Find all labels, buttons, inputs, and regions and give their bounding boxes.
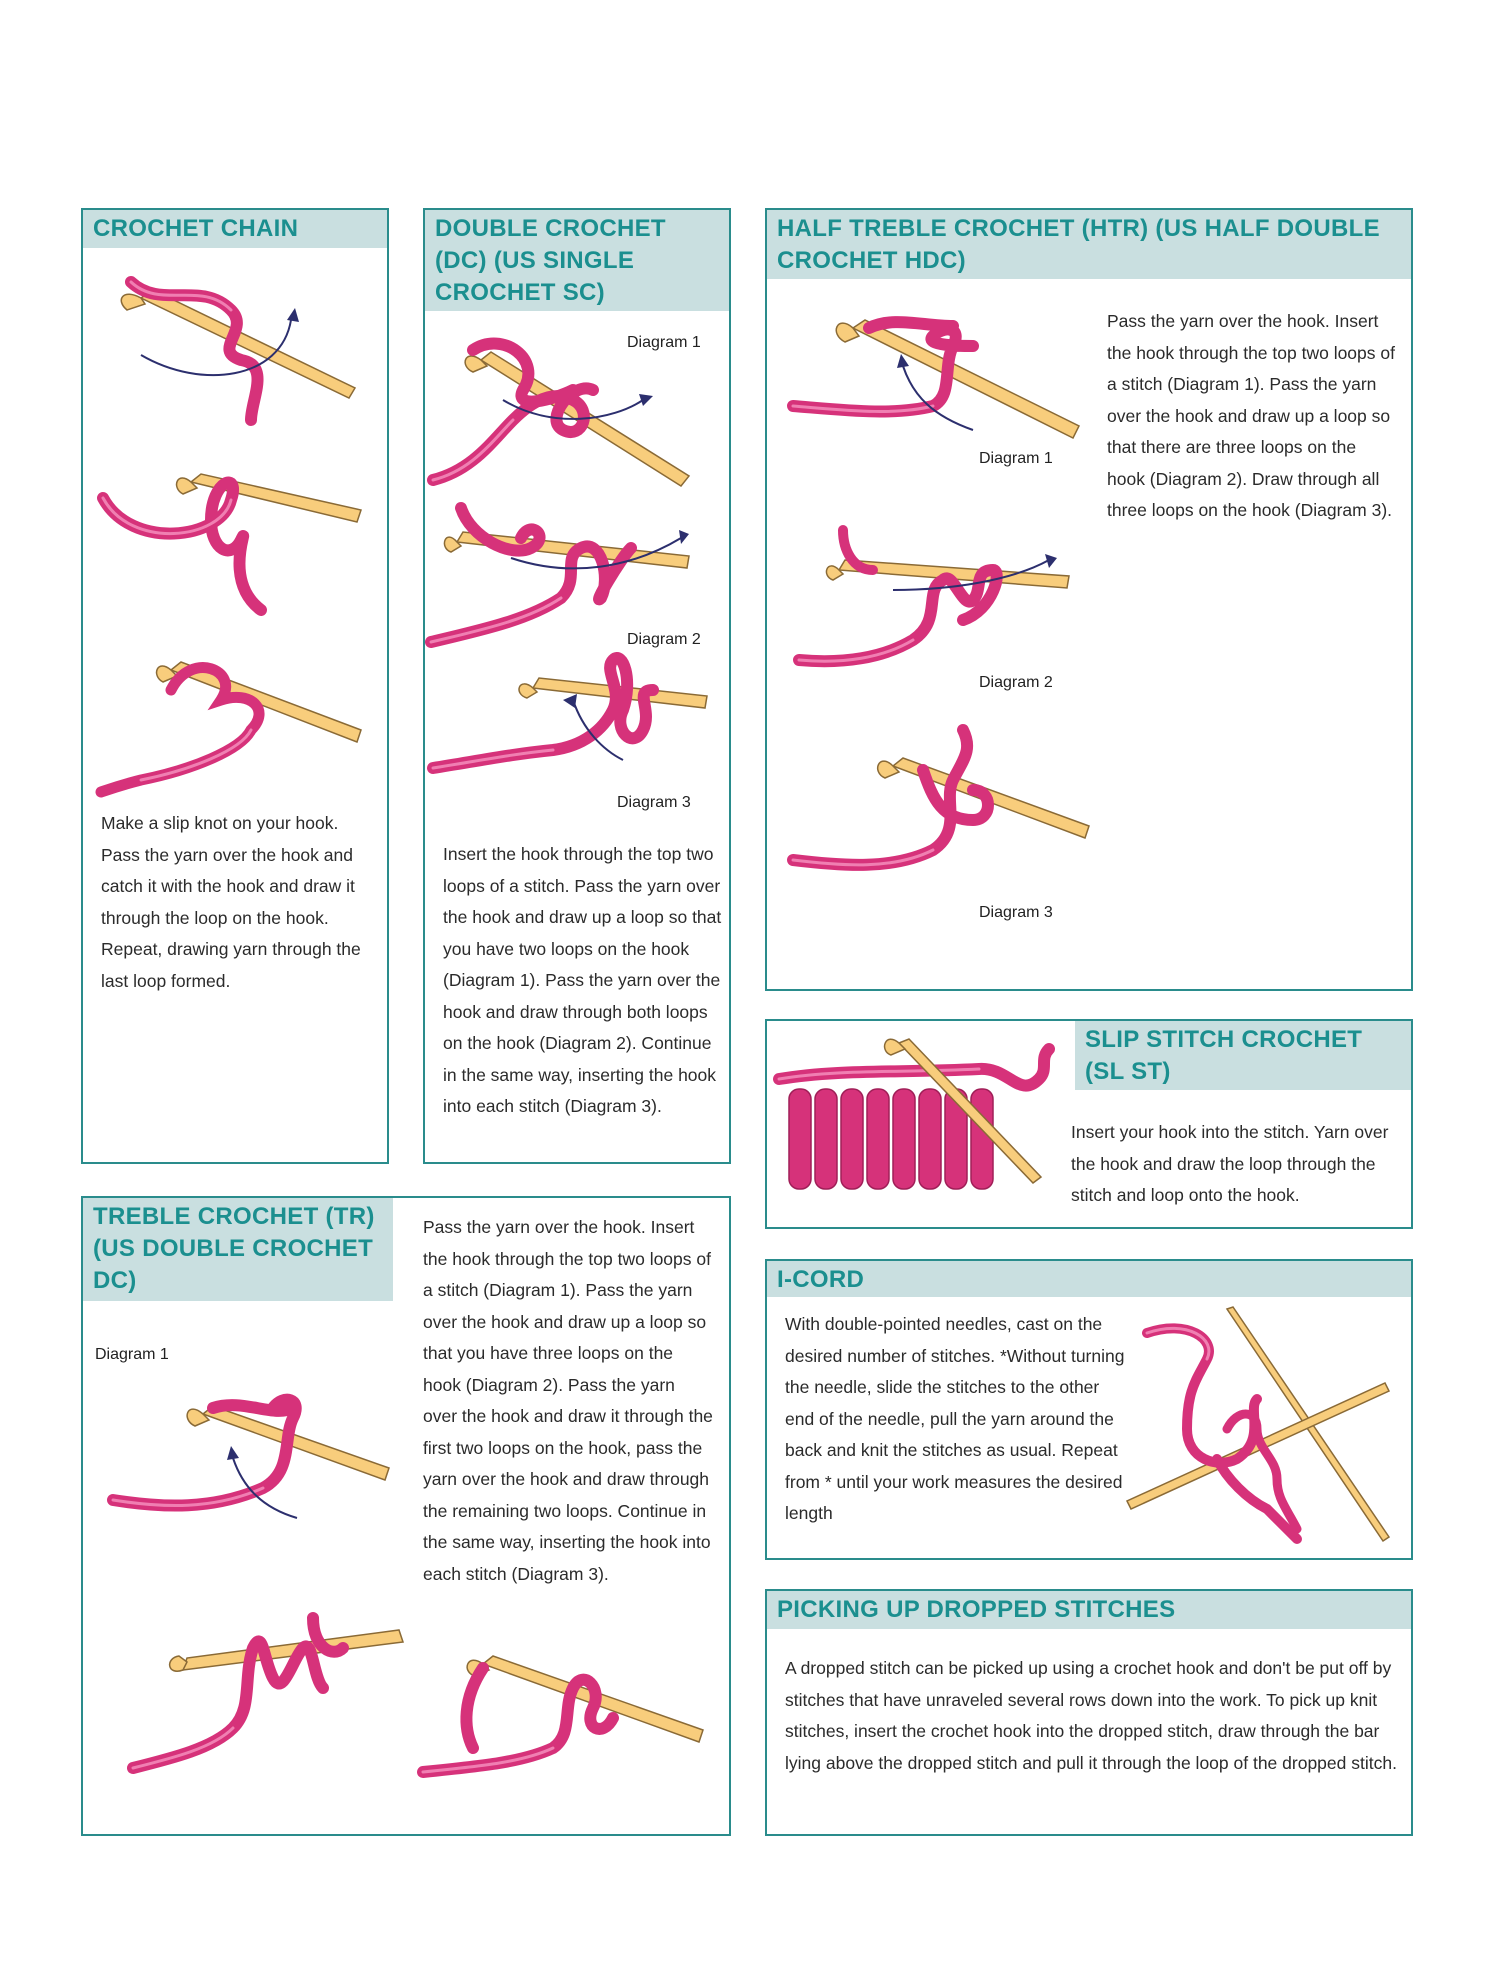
half-treble-diagram-1-label: Diagram 1	[979, 450, 1053, 467]
crochet-chain-diagram-1	[101, 270, 371, 420]
treble-crochet-diagram-3	[423, 1638, 713, 1778]
slip-stitch-diagram	[779, 1039, 1069, 1209]
treble-crochet-diagram-1	[113, 1378, 403, 1538]
dropped-stitches-panel	[765, 1589, 1413, 1836]
half-treble-diagram-2-label: Diagram 2	[979, 674, 1053, 691]
treble-crochet-diagram-1-label: Diagram 1	[95, 1346, 169, 1363]
double-crochet-diagram-1	[433, 330, 723, 490]
slip-stitch-title: SLIP STITCH CROCHET (SL ST)	[1075, 1021, 1411, 1090]
half-treble-diagram-3-label: Diagram 3	[979, 904, 1053, 921]
i-cord-diagram	[1127, 1309, 1407, 1554]
i-cord-text: With double-pointed needles, cast on the desired number of stitches. *Without turning the needle, slide the stitches to the other end of the needle, pull the yarn around the back and knit the stitches as usual. Repeat from * until your work measures the desired length	[785, 1314, 1125, 1523]
treble-crochet-text: Pass the yarn over the hook. Insert the hook through the top two loops of a stitch (Diagram 1). Pass the yarn over the hook and draw up a loop so that you have three loops on the hook (Diagram 2). Pass the yarn over the hook and draw it through the first two loops on the hook, pass the yarn over the hook and draw through the remaining two loops. Continue in the same way, inserting the hook into each stitch (Diagram 3).	[423, 1217, 713, 1584]
double-crochet-title: DOUBLE CROCHET (DC) (US SINGLE CROCHET SC)	[425, 210, 729, 311]
double-crochet-diagram-2-label: Diagram 2	[627, 631, 701, 648]
double-crochet-diagram-1-label: Diagram 1	[627, 334, 701, 351]
half-treble-diagram-3	[793, 730, 1083, 890]
treble-crochet-diagram-2	[113, 1618, 403, 1768]
i-cord-panel	[765, 1259, 1413, 1560]
double-crochet-text: Insert the hook through the top two loops of a stitch. Pass the yarn over the hook and draw up a loop so that you have two loops on the hook (Diagram 1). Pass the yarn over the hook and draw through both loops on the hook (Diagram 2). Continue in the same way, inserting the hook into each stitch (Diagram 3).	[443, 844, 722, 1116]
treble-crochet-panel	[81, 1196, 731, 1836]
dropped-stitches-text: A dropped stitch can be picked up using a crochet hook and don't be put off by stitches that have unraveled several rows down into the work. To pick up knit stitches, insert the crochet hook into the dropped stitch, draw through the bar lying above the dropped stitch and pull it through the loop of the dropped stitch.	[785, 1658, 1397, 1773]
half-treble-title: HALF TREBLE CROCHET (HTR) (US HALF DOUBLE CROCHET HDC)	[767, 210, 1411, 279]
crochet-chain-title: CROCHET CHAIN	[83, 210, 387, 248]
double-crochet-diagram-2	[431, 498, 721, 648]
double-crochet-diagram-3-label: Diagram 3	[617, 794, 691, 811]
half-treble-diagram-1	[793, 306, 1083, 456]
crochet-chain-text: Make a slip knot on your hook. Pass the yarn over the hook and catch it with the hook and draw it through the loop on the hook. Repeat, drawing yarn through the last loop formed.	[101, 813, 361, 991]
slip-stitch-panel	[765, 1019, 1413, 1229]
dropped-stitches-title: PICKING UP DROPPED STITCHES	[767, 1591, 1411, 1629]
half-treble-panel	[765, 208, 1413, 991]
double-crochet-panel	[423, 208, 731, 1164]
slip-stitch-text: Insert your hook into the stitch. Yarn over the hook and draw the loop through the stitch and loop onto the hook.	[1071, 1122, 1389, 1205]
treble-crochet-title: TREBLE CROCHET (TR) (US DOUBLE CROCHET DC)	[83, 1198, 393, 1301]
i-cord-title: I-CORD	[767, 1261, 1411, 1297]
crochet-chain-diagram-2	[101, 460, 371, 620]
half-treble-text: Pass the yarn over the hook. Insert the hook through the top two loops of a stitch (Diagram 1). Pass the yarn over the hook and draw up a loop so that there are three loops on the hook (Diagram 2). Draw through all three loops on the hook (Diagram 3).	[1107, 311, 1395, 520]
crochet-chain-panel	[81, 208, 389, 1164]
double-crochet-diagram-3	[433, 650, 723, 790]
crochet-chain-diagram-3	[101, 640, 371, 800]
half-treble-diagram-2	[793, 530, 1083, 680]
